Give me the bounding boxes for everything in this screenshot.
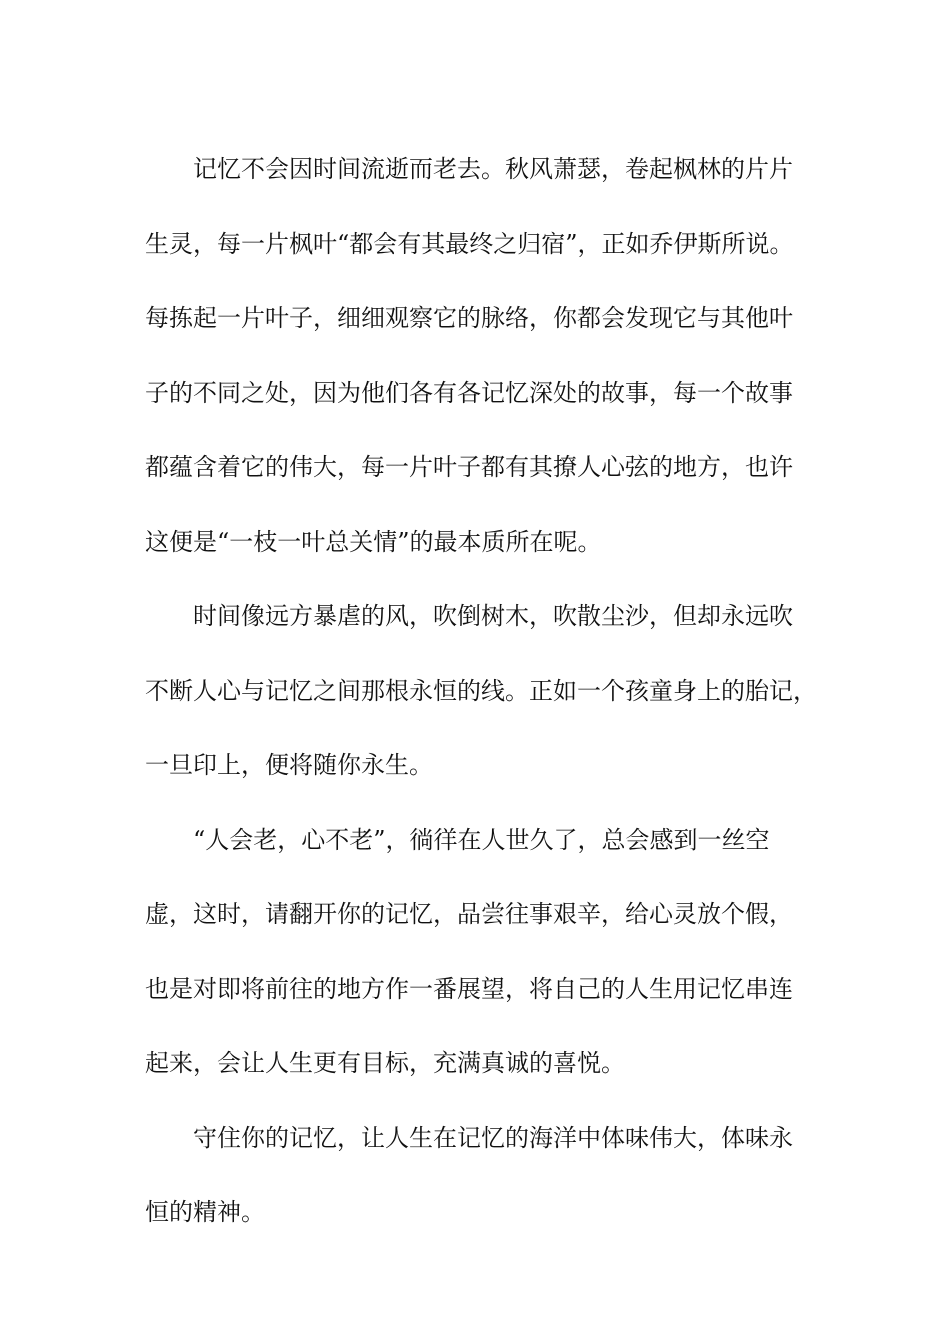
paragraph-2 <box>145 579 825 803</box>
paragraph-3-line-4: 起来，会让人生更有目标，充满真诚的喜悦。 <box>145 1049 625 1077</box>
paragraph-2-line-3: 一旦印上，便将随你永生。 <box>145 751 433 779</box>
paragraph-3-line-1: “人会老，心不老”，徜徉在人世久了，总会感到一丝空 <box>193 825 770 854</box>
paragraph-3-line-3: 也是对即将前往的地方作一番展望，将自己的人生用记忆串连 <box>145 974 793 1003</box>
paragraph-1-line-3: 每拣起一片叶子，细细观察它的脉络，你都会发现它与其他叶 <box>145 304 793 332</box>
paragraph-2-line-2: 不断人心与记忆之间那根永恒的线。正如一个孩童身上的胎记， <box>145 676 817 705</box>
paragraph-4-line-1: 守住你的记忆，让人生在记忆的海洋中体味伟大，体味永 <box>193 1123 793 1152</box>
paragraph-3-line-2: 虚，这时，请翻开你的记忆，品尝往事艰辛，给心灵放个假， <box>145 900 793 928</box>
document-body <box>145 132 825 1250</box>
paragraph-3 <box>145 803 825 1101</box>
paragraph-1-line-6: 这便是“一枝一叶总关情”的最本质所在呢。 <box>145 527 602 556</box>
paragraph-2-line-1: 时间像远方暴虐的风，吹倒树木，吹散尘沙，但却永远吹 <box>193 602 793 630</box>
paragraph-1-line-1: 记忆不会因时间流逝而老去。秋风萧瑟，卷起枫林的片片 <box>193 155 793 183</box>
paragraph-1 <box>145 132 825 579</box>
paragraph-1-line-4: 子的不同之处，因为他们各有各记忆深处的故事，每一个故事 <box>145 378 793 407</box>
paragraph-1-line-5: 都蕴含着它的伟大，每一片叶子都有其撩人心弦的地方，也许 <box>145 453 793 481</box>
paragraph-1-line-2: 生灵，每一片枫叶“都会有其最终之归宿”，正如乔伊斯所说。 <box>145 229 794 258</box>
paragraph-4 <box>145 1101 825 1250</box>
paragraph-4-line-2: 恒的精神。 <box>145 1198 265 1226</box>
